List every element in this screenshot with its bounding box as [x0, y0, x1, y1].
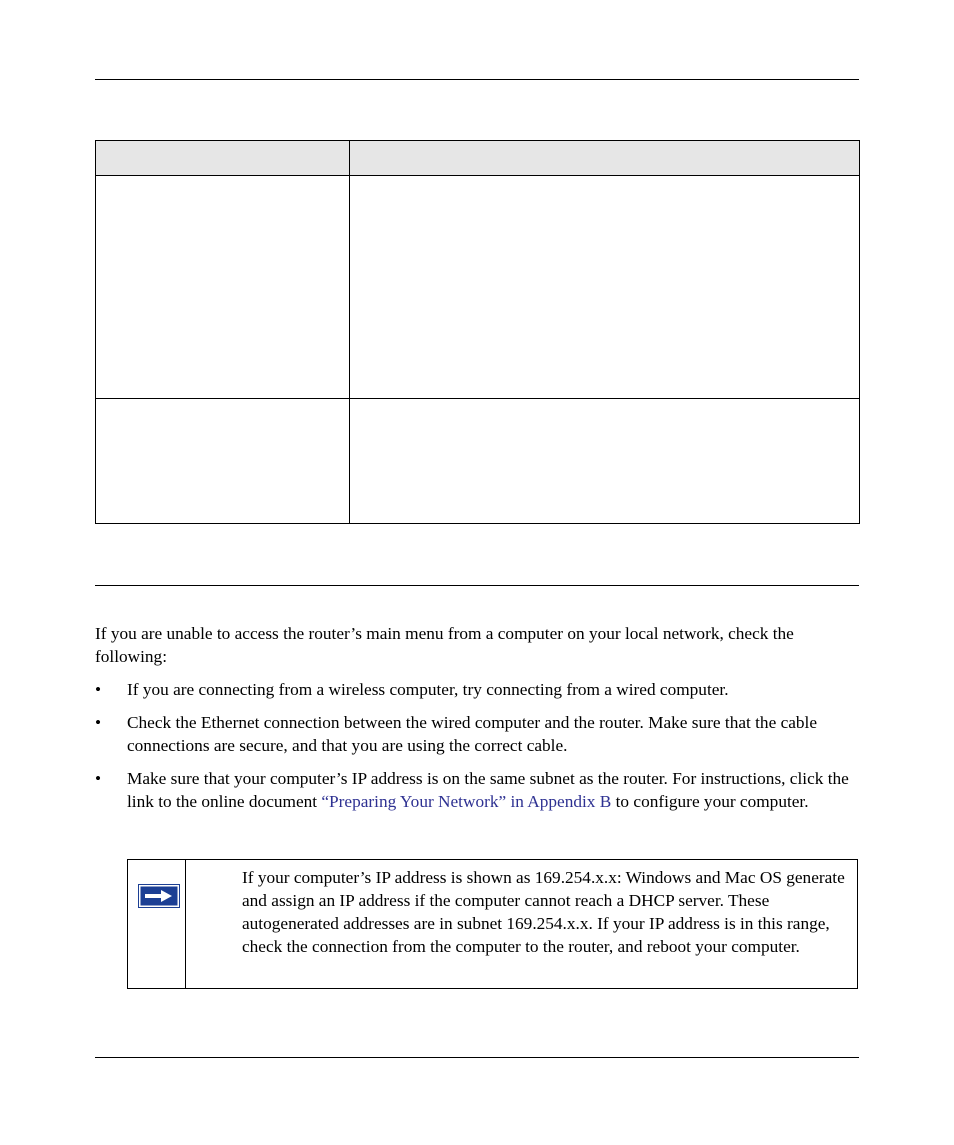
- list-item: [95, 711, 859, 757]
- intro-paragraph: If you are unable to access the router’s main menu from a computer on your local network, check the following:: [95, 624, 794, 666]
- table-cell: [350, 399, 860, 524]
- list-item-text-before: Make sure that your computer’s IP address is on the same subnet as the router. For instructions, click the link to the online document: [127, 769, 849, 811]
- list-item-text: Check the Ethernet connection between the wired computer and the router. Make sure that the cable connections are secure, and that you are using the correct cable.: [127, 713, 818, 755]
- table-cell: [96, 399, 350, 524]
- bullet-mark: •: [95, 769, 102, 788]
- bullet-mark: •: [95, 713, 102, 732]
- troubleshooting-table: [95, 140, 860, 524]
- note-icon-cell: [128, 860, 186, 988]
- note-box: [127, 859, 858, 989]
- table-header-row: [96, 141, 860, 176]
- list-item-text: If you are connecting from a wireless computer, try connecting from a wired computer.: [127, 680, 729, 699]
- checklist: [95, 678, 859, 823]
- table-row: [96, 176, 860, 399]
- appendix-b-link[interactable]: “Preparing Your Network” in Appendix B: [321, 792, 612, 811]
- table-row: [96, 399, 860, 524]
- note-text: If your computer’s IP address is shown as 169.254.x.x: Windows and Mac OS generate and assign an IP address if the computer cannot reach a DHCP server. These autogenerated addresses are in subnet 169.254.x.x. If your IP address is in this range, check the connection from the computer to the router, and reboot your computer.: [242, 868, 845, 956]
- section-rule: [95, 585, 859, 586]
- bullet-mark: •: [95, 680, 102, 699]
- list-item: [95, 767, 859, 813]
- list-item: [95, 678, 859, 701]
- table-cell: [350, 176, 860, 399]
- table-header-cell: [96, 141, 350, 176]
- header-rule: [95, 79, 859, 80]
- footer-rule: [95, 1057, 859, 1058]
- table-header-cell: [350, 141, 860, 176]
- list-item-text-after: to configure your computer.: [611, 792, 809, 811]
- arrow-right-icon: [138, 884, 180, 908]
- list-item-text: [127, 769, 849, 811]
- table-cell: [96, 176, 350, 399]
